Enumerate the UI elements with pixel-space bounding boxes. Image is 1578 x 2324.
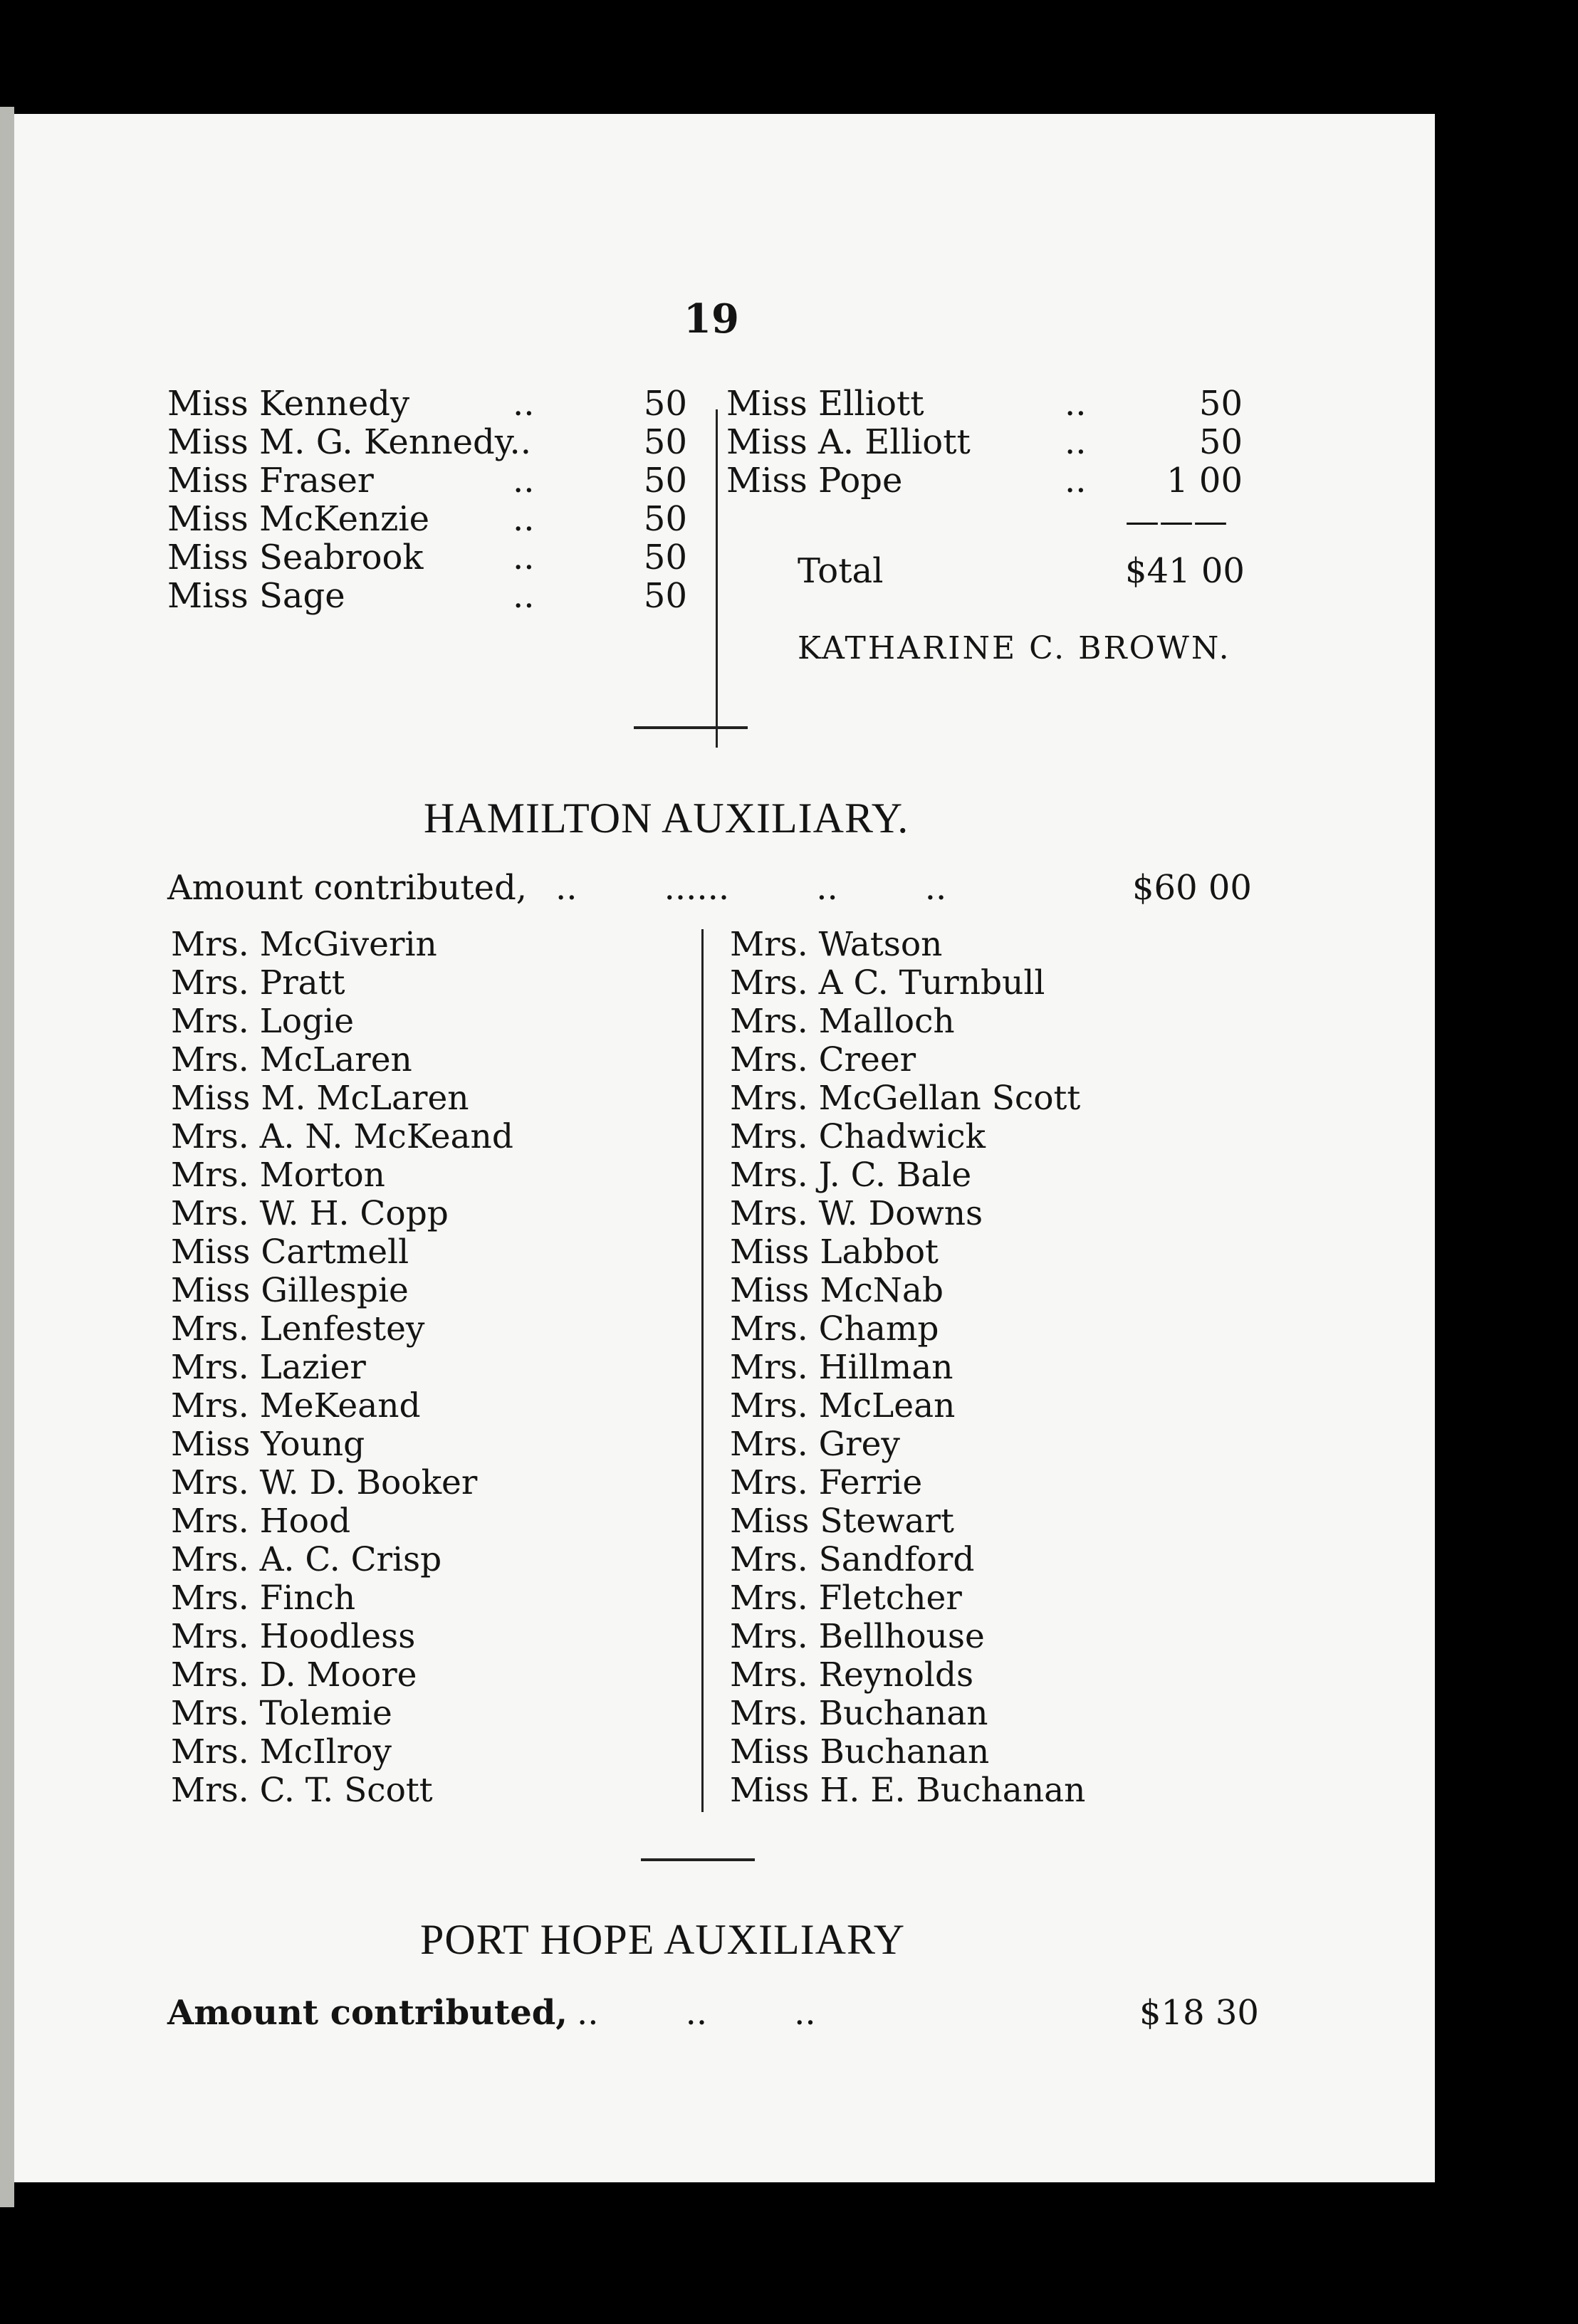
list-item: Mrs. W. Downs xyxy=(730,1194,983,1233)
list-item: Mrs. W. D. Booker xyxy=(171,1463,478,1502)
list-item: Miss Labbot xyxy=(730,1232,939,1272)
contribution-amount: 50 xyxy=(643,422,687,462)
list-item: Mrs. A. N. McKeand xyxy=(171,1117,513,1156)
hamilton-heading: HAMILTON AUXILIARY. xyxy=(424,795,909,842)
list-item: Mrs. Tolemie xyxy=(171,1694,392,1733)
hamilton-amount-dots: .. ...... .. .. xyxy=(555,868,947,908)
contribution-amount: 50 xyxy=(1198,384,1243,424)
hamilton-column-divider xyxy=(701,929,704,1812)
list-item: Miss M. McLaren xyxy=(171,1079,469,1118)
list-item: Mrs. Grey xyxy=(730,1425,900,1464)
list-item: Mrs. McLean xyxy=(730,1386,956,1425)
contribution-amount: 50 xyxy=(643,384,687,424)
column-divider xyxy=(716,409,718,748)
list-item: Mrs. C. T. Scott xyxy=(171,1771,433,1810)
list-item: Mrs. Chadwick xyxy=(730,1117,986,1156)
book-spine-edge xyxy=(0,107,14,2207)
list-item: Mrs. W. H. Copp xyxy=(171,1194,449,1233)
port-hope-amount: $18 30 xyxy=(1139,1993,1259,2033)
contributor-name: Miss Elliott xyxy=(726,384,924,424)
list-item: Mrs. Lazier xyxy=(171,1348,366,1387)
list-item: Mrs. Sandford xyxy=(730,1540,975,1579)
list-item: Miss Cartmell xyxy=(171,1232,409,1272)
total-amount: $41 00 xyxy=(1125,551,1245,591)
list-item: Mrs. D. Moore xyxy=(171,1655,417,1695)
list-item: Mrs. Hoodless xyxy=(171,1617,416,1656)
section-separator xyxy=(634,726,748,729)
contribution-amount: 1 00 xyxy=(1166,461,1243,501)
list-item: Miss H. E. Buchanan xyxy=(730,1771,1086,1810)
leader-dots: .. xyxy=(513,576,535,616)
list-item: Miss McNab xyxy=(730,1271,944,1310)
hamilton-list-left xyxy=(171,926,513,1810)
leader-dots: .. xyxy=(513,538,535,577)
leader-dots: .. xyxy=(513,499,535,539)
contribution-amount: 50 xyxy=(1198,422,1243,462)
list-item: Mrs. Lenfestey xyxy=(171,1309,425,1349)
list-item: Mrs. MeKeand xyxy=(171,1386,421,1425)
port-hope-amount-label: Amount contributed, xyxy=(167,1993,568,2033)
list-item: Mrs. Malloch xyxy=(730,1002,955,1041)
document-page xyxy=(14,114,1435,2182)
contributor-name: Miss Kennedy xyxy=(167,384,410,424)
list-item: Mrs. McGellan Scott xyxy=(730,1079,1081,1118)
list-item: Mrs. Reynolds xyxy=(730,1655,974,1695)
list-item: Mrs. J. C. Bale xyxy=(730,1156,972,1195)
port-hope-heading: PORT HOPE AUXILIARY xyxy=(420,1916,906,1963)
contributor-name: Miss Sage xyxy=(167,576,345,616)
section-separator xyxy=(641,1858,755,1861)
list-item: Mrs. Finch xyxy=(171,1579,356,1618)
list-item: Mrs. Morton xyxy=(171,1156,385,1195)
hamilton-amount: $60 00 xyxy=(1132,868,1252,908)
contributor-name: Miss Seabrook xyxy=(167,538,424,577)
list-item: Mrs. A. C. Crisp xyxy=(171,1540,442,1579)
leader-dots: .. xyxy=(1065,384,1087,424)
contributor-name: Miss M. G. Kennedy.. xyxy=(167,422,532,462)
contributor-name: Miss Fraser xyxy=(167,461,374,501)
list-item: Mrs. Bellhouse xyxy=(730,1617,985,1656)
contributor-name: Miss McKenzie xyxy=(167,499,429,539)
leader-dots: .. xyxy=(513,384,535,424)
contribution-amount: 50 xyxy=(643,499,687,539)
leader-dots: .. xyxy=(1065,461,1087,501)
contributor-name: Miss Pope xyxy=(726,461,903,501)
list-item: Mrs. Watson xyxy=(730,925,943,964)
contribution-amount: 50 xyxy=(643,538,687,577)
list-item: Mrs. McLaren xyxy=(171,1040,412,1079)
leader-dots: .. xyxy=(1065,422,1087,462)
leader-dots: .. xyxy=(513,461,535,501)
total-rule: ——— xyxy=(1125,501,1228,541)
signature: KATHARINE C. BROWN. xyxy=(798,630,1231,666)
list-item: Mrs. Fletcher xyxy=(730,1579,962,1618)
list-item: Mrs. A C. Turnbull xyxy=(730,963,1045,1003)
list-item: Mrs. Hillman xyxy=(730,1348,953,1387)
page-number: 19 xyxy=(684,295,739,342)
total-label: Total xyxy=(798,551,884,591)
list-item: Miss Gillespie xyxy=(171,1271,409,1310)
list-item: Miss Stewart xyxy=(730,1502,954,1541)
contributor-name: Miss A. Elliott xyxy=(726,422,971,462)
contribution-amount: 50 xyxy=(643,576,687,616)
hamilton-list-right xyxy=(730,926,1085,1810)
list-item: Miss Buchanan xyxy=(730,1732,990,1771)
list-item: Mrs. Champ xyxy=(730,1309,939,1349)
list-item: Miss Young xyxy=(171,1425,365,1464)
list-item: Mrs. McIlroy xyxy=(171,1732,392,1771)
list-item: Mrs. Hood xyxy=(171,1502,351,1541)
hamilton-amount-label: Amount contributed, xyxy=(167,868,528,908)
contribution-amount: 50 xyxy=(643,461,687,501)
port-hope-amount-dots: .. .. .. xyxy=(577,1993,816,2033)
list-item: Mrs. Logie xyxy=(171,1002,355,1041)
list-item: Mrs. Buchanan xyxy=(730,1694,988,1733)
list-item: Mrs. Pratt xyxy=(171,963,345,1003)
list-item: Mrs. McGiverin xyxy=(171,925,437,964)
list-item: Mrs. Ferrie xyxy=(730,1463,923,1502)
list-item: Mrs. Creer xyxy=(730,1040,916,1079)
